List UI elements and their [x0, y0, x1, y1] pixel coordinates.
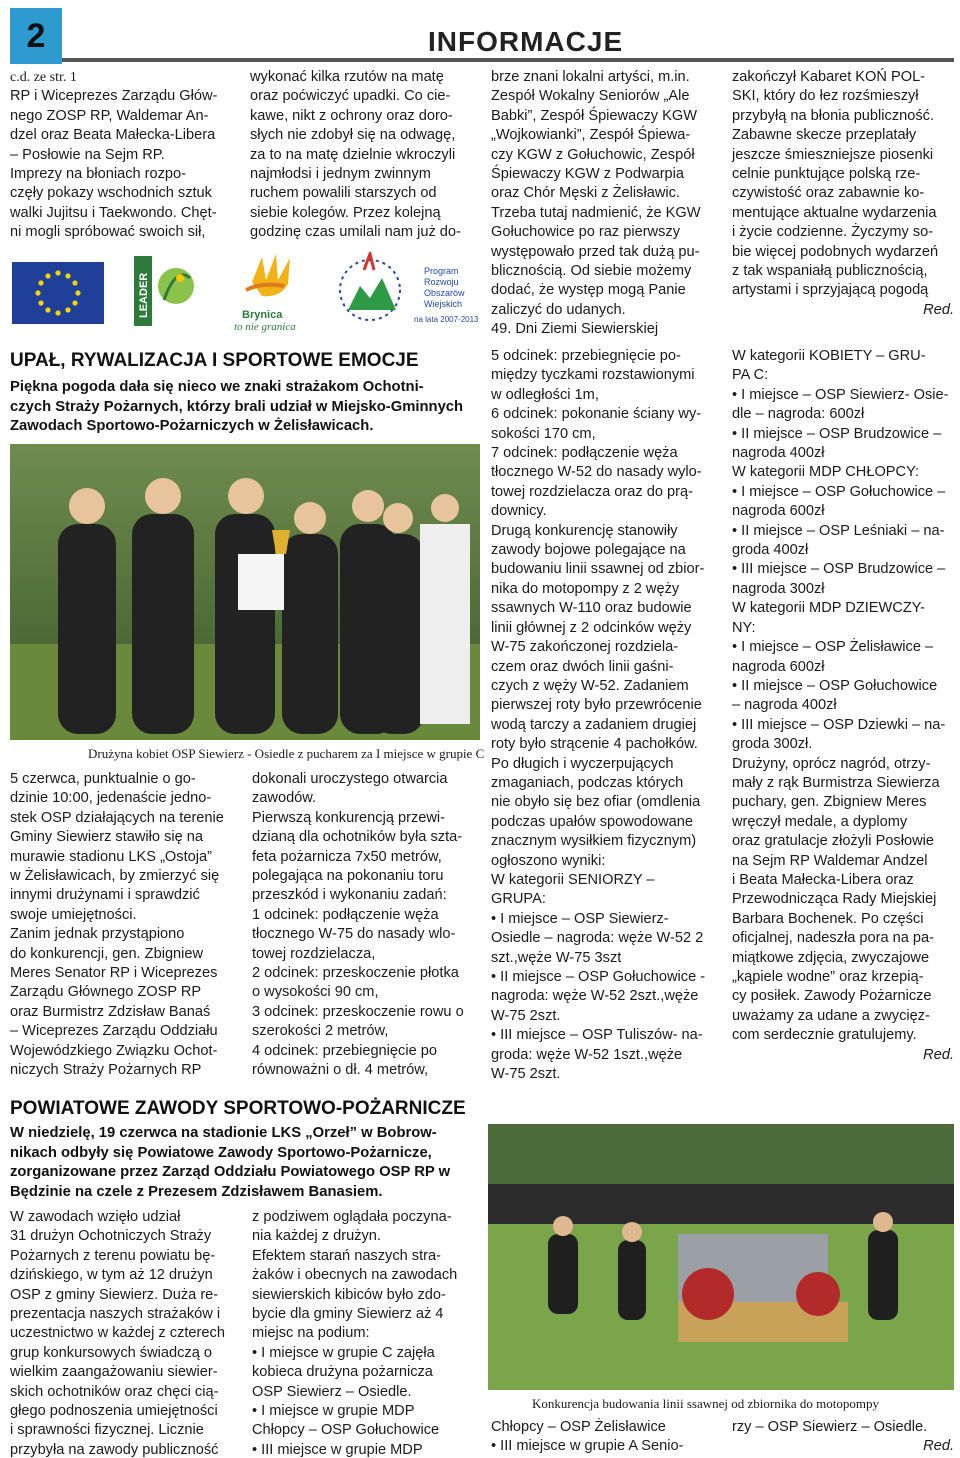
- text-line: OSP z gminy Siewierz. Duża re-: [10, 1286, 219, 1303]
- leader-logo-icon: [134, 256, 198, 326]
- text-line: zawody bojowe polegające na: [491, 542, 686, 559]
- text-line: szerokości 2 metrów,: [252, 1023, 389, 1040]
- text-line: prezentacja naszych strażaków i: [10, 1306, 221, 1323]
- svg-text:Rozwoju: Rozwoju: [424, 277, 459, 287]
- article2-column-2: [252, 1208, 474, 1458]
- text-line: w Żelisławicach, by zmierzyć się: [10, 868, 220, 885]
- text-line: W kategorii SENIORZY –: [491, 871, 655, 888]
- text-line: 7 odcinek: podłączenie węża: [491, 445, 678, 462]
- text-line: artystami i sprzyjającą pogodą: [732, 282, 929, 299]
- text-line: swoje umiejętności.: [10, 906, 137, 923]
- continued-ref: c.d. ze str. 1: [10, 70, 77, 85]
- article1-signature: Red.: [923, 1046, 954, 1063]
- text-line: zakończył Kabaret KOŃ POL-: [732, 69, 926, 85]
- text-line: walki Jujitsu i Taekwondo. Chęt-: [10, 204, 217, 221]
- logo-strip: [12, 252, 482, 334]
- text-line: • II miejsce – OSP Brudzowice –: [732, 425, 942, 442]
- text-line: bycie dla gminy Siewierz aż 4: [252, 1306, 444, 1323]
- text-line: oraz gratulacje złożyli Posłowie: [732, 833, 934, 850]
- article2-headline: POWIATOWE ZAWODY SPORTOWO-POŻARNICZE: [10, 1098, 466, 1119]
- text-line: • II miejsce – OSP Gołuchowice: [732, 677, 938, 694]
- text-line: jeszcze śmieszniejsze piosenki: [732, 146, 934, 163]
- text-line: za to na matę dzielnie wkroczyli: [250, 146, 456, 163]
- text-line: • I miejsce – OSP Żelisławice –: [732, 639, 934, 656]
- text-line: nia każdej z drużyn.: [252, 1228, 381, 1245]
- text-line: • I miejsce – OSP Siewierz-: [491, 910, 669, 927]
- text-line: 5 czerwca, punktualnie o go-: [10, 771, 196, 787]
- text-line: „Wojkowianki”, Zespół Śpiewa-: [491, 127, 691, 144]
- text-line: • II miejsce – OSP Leśniaki – na-: [732, 522, 945, 539]
- article1-column-1: [10, 770, 236, 1081]
- text-line: Drużyny, oprócz nagród, otrzy-: [732, 755, 931, 772]
- text-line: tłocznego W-75 do nasady wlo-: [252, 926, 456, 943]
- text-line: na Sejm RP Waldemar Andzel: [732, 852, 928, 869]
- text-line: Drugą konkurencję stanowiły: [491, 522, 678, 539]
- article1-col4-lines: [732, 347, 954, 1046]
- text-line: wielkim zaangażowaniu siewier-: [10, 1364, 218, 1381]
- text-line: i sprawności fizycznej. Licznie: [10, 1422, 204, 1439]
- motor-pump-photo-icon: [488, 1124, 954, 1390]
- article1-column-3: [491, 347, 713, 1084]
- text-line: celnie punktujące polską rze-: [732, 166, 921, 183]
- text-line: 5 odcinek: przebiegnięcie po-: [491, 348, 681, 364]
- top-column-3: [491, 68, 713, 340]
- eu-flag-icon: [12, 262, 104, 324]
- text-line: oraz Burmistrz Zdzisław Banaś: [10, 1003, 211, 1020]
- text-line: wodą tarczy a zadaniem drugiej: [491, 716, 697, 733]
- text-line: 4 odcinek: przebiegnięcie po: [252, 1042, 437, 1059]
- women-team-photo-icon: [10, 444, 480, 740]
- svg-text:Wiejskich: Wiejskich: [424, 299, 463, 309]
- top-column-4: [732, 68, 954, 320]
- text-line: częły pokazy wschodnich sztuk: [10, 185, 212, 202]
- text-line: 49. Dni Ziemi Siewierskiej: [491, 321, 659, 338]
- text-line: towej rozdzielacza oraz do prą-: [491, 483, 693, 500]
- svg-text:to nie granica: to nie granica: [234, 321, 296, 333]
- text-line: • III miejsce w grupie A Senio-: [491, 1438, 684, 1455]
- text-line: czych Straży Pożarnych, którzy brali udział w Miejsko-Gminnych: [10, 398, 464, 415]
- col3-lines: [491, 68, 713, 340]
- text-line: występowało przed tak dużą pu-: [491, 243, 700, 260]
- text-line: com serdecznie gratulujemy.: [732, 1027, 917, 1044]
- text-line: Piękna pogoda dała się nieco we znaki strażakom Ochotni-: [10, 379, 424, 395]
- text-line: wręczył medale, a dyplomy: [732, 813, 908, 830]
- text-line: • I miejsce w grupie C zajęła: [252, 1344, 435, 1361]
- text-line: „kąpiele wodne” oraz krzepią-: [732, 969, 924, 985]
- text-line: feta pożarnicza 7x50 metrów,: [252, 848, 442, 865]
- text-line: znacznym wysiłkiem fizycznym): [491, 833, 697, 850]
- text-line: nego ZOSP RP, Waldemar An-: [10, 107, 209, 124]
- article1-column-4: [732, 347, 954, 1065]
- text-line: – Wiceprezes Zarządu Oddziału: [10, 1023, 218, 1040]
- text-line: żaków i obecnych na zawodach: [252, 1267, 458, 1284]
- text-line: murawie stadionu LKS „Ostoja”: [10, 848, 212, 865]
- top-column-2: [250, 68, 474, 243]
- text-line: groda 300zł.: [732, 736, 813, 753]
- text-line: • III miejsce – OSP Dziewki – na-: [732, 716, 946, 733]
- text-line: towej rozdzielacza,: [252, 945, 376, 962]
- section-title: INFORMACJE: [428, 26, 624, 57]
- text-line: przybyła na zawody publiczność: [10, 1441, 219, 1458]
- text-line: linii głównej z 2 odcinków węży: [491, 619, 692, 636]
- text-line: • III miejsce – OSP Brudzowice –: [732, 561, 946, 578]
- text-line: nie obyło się bez ofiar (omdlenia: [491, 794, 701, 811]
- text-line: kawe, nikt z ochrony oraz doro-: [250, 107, 453, 124]
- text-line: W niedzielę, 19 czerwca na stadionie LKS „Orzeł” w Bobrow-: [10, 1125, 437, 1141]
- text-line: o wysokości 90 cm,: [252, 984, 379, 1001]
- text-line: czych z węży W-52. Zadaniem: [491, 677, 689, 694]
- text-line: Pierwszą konkurencją przewi-: [252, 809, 446, 826]
- text-line: przeszkód i wykonaniu zadań:: [252, 887, 447, 904]
- text-line: • I miejsce – OSP Siewierz- Osie-: [732, 386, 949, 403]
- text-line: z tak wspaniałą publicznością,: [732, 263, 928, 280]
- text-line: nagroda 600zł: [732, 658, 825, 675]
- top-column-1: [10, 68, 236, 243]
- page-number: 2: [10, 8, 62, 64]
- text-line: czem oraz dwóch linii gaśni-: [491, 658, 674, 675]
- text-line: Gołuchowice po raz pierwszy: [491, 224, 680, 241]
- text-line: uczestnictwo w każdej z czterech: [10, 1325, 225, 1342]
- text-line: Zanim jednak przystąpiono: [10, 926, 185, 943]
- text-line: Po długich i wyczerpujących: [491, 755, 674, 772]
- article2-column-1: [10, 1208, 236, 1458]
- text-line: 6 odcinek: pokonanie ściany wy-: [491, 406, 702, 423]
- text-line: siebie kolegów. Przez kolejną: [250, 204, 441, 221]
- text-line: mały z rąk Burmistrza Siewierza: [732, 774, 940, 791]
- text-line: godzinę czas umilali nam już do-: [250, 224, 461, 241]
- svg-text:Program: Program: [424, 266, 459, 276]
- text-line: z podziwem oglądała poczyna-: [252, 1209, 452, 1225]
- text-line: W-75 2szt.: [491, 1066, 561, 1083]
- article2-column-4: [732, 1418, 954, 1457]
- text-line: czy KGW z Gołuchowic, Zespół: [491, 146, 695, 163]
- text-line: nikach odbyły się Powiatowe Zawody Sportowo-Pożarnicze,: [10, 1144, 432, 1161]
- article2-column-3: [491, 1418, 713, 1457]
- text-line: i Beata Małecka-Libera oraz: [732, 871, 914, 888]
- text-line: Babki”, Zespół Śpiewaczy KGW: [491, 107, 698, 124]
- svg-text:Obszarów: Obszarów: [424, 288, 465, 298]
- text-line: budowaniu linii ssawnej od zbior-: [491, 561, 705, 578]
- text-line: w odległości 1m,: [491, 386, 599, 403]
- text-line: najmłodsi i jednym zwinnym: [250, 166, 431, 183]
- text-line: oraz poćwiczyć upadki. Co cie-: [250, 88, 451, 105]
- text-line: siewierskich kibiców było zdo-: [252, 1286, 446, 1303]
- pump-photo: [488, 1124, 954, 1390]
- text-line: blicznością. Od siebie możemy: [491, 263, 692, 280]
- svg-text:Brynica: Brynica: [242, 309, 283, 321]
- text-line: ruchem powalili starszych od: [250, 185, 437, 202]
- article2-signature: Red.: [923, 1438, 954, 1455]
- text-line: puchary, gen. Zbigniew Meres: [732, 794, 927, 811]
- text-line: W-75 zakończonej rozdziela-: [491, 639, 679, 656]
- text-line: nika do motopompy z 2 węży: [491, 580, 680, 597]
- text-line: • III miejsce w grupie MDP: [252, 1441, 423, 1458]
- text-line: Osiedle – nagroda: węże W-52 2: [491, 930, 704, 947]
- text-line: W-75 2szt.: [491, 1007, 561, 1024]
- text-line: Zawodach Sportowo-Pożarniczych w Żelisławicach.: [10, 418, 374, 434]
- text-line: Zarządu Głównego ZOSP RP: [10, 984, 202, 1001]
- text-line: NY:: [732, 619, 756, 636]
- text-line: Efektem starań naszych stra-: [252, 1247, 441, 1264]
- text-line: nagroda 300zł: [732, 580, 825, 597]
- header-rule: [62, 58, 954, 62]
- text-line: Meres Senator RP i Wiceprezes: [10, 965, 218, 982]
- text-line: nagroda 600zł: [732, 503, 825, 520]
- text-line: nagroda: węże W-52 2szt.,węże: [491, 988, 699, 1005]
- text-line: W kategorii KOBIETY – GRU-: [732, 348, 926, 364]
- text-line: do konkurencji, gen. Zbigniew: [10, 945, 204, 962]
- col2-lines: [250, 68, 474, 243]
- text-line: groda: węże W-52 1szt.,węże: [491, 1046, 683, 1063]
- text-line: zawodów.: [252, 790, 317, 807]
- text-line: miejsc na podium:: [252, 1325, 370, 1342]
- text-line: • I miejsce – OSP Gołuchowice –: [732, 483, 946, 500]
- text-line: równoważni o dł. 4 metrów,: [252, 1062, 429, 1079]
- svg-text:na lata 2007-2013: na lata 2007-2013: [414, 315, 479, 324]
- text-line: Imprezy na błoniach rozpo-: [10, 166, 187, 183]
- article2-lead: [10, 1124, 480, 1202]
- article1-lead: [10, 378, 480, 437]
- text-line: • II miejsce – OSP Gołuchowice -: [491, 969, 706, 985]
- text-line: 31 drużyn Ochotniczych Straży: [10, 1228, 212, 1245]
- text-line: RP i Wiceprezes Zarządu Głów-: [10, 88, 218, 105]
- text-line: groda 400zł: [732, 542, 809, 559]
- text-line: stek OSP działających na terenie: [10, 809, 224, 826]
- team-photo-caption: Drużyna kobiet OSP Siewierz - Osiedle z pucharem za I miejsce w grupie C: [88, 746, 485, 761]
- text-line: rzy – OSP Siewierz – Osiedle.: [732, 1419, 928, 1435]
- article2-col4-lines: [732, 1418, 954, 1437]
- text-line: innymi drużynami i sprawdzić: [10, 887, 200, 904]
- text-line: Śpiewaczy KGW z Podwarpia: [491, 166, 685, 183]
- text-line: Trzeba tutaj nadmienić, że KGW: [491, 204, 701, 221]
- text-line: zaliczyć do udanych.: [491, 301, 626, 318]
- text-line: sokości 170 cm,: [491, 425, 596, 442]
- brynica-logo-icon: [232, 252, 322, 334]
- text-line: Pożarnych z terenu powiatu bę-: [10, 1247, 216, 1264]
- text-line: • III miejsce – OSP Tuliszów- na-: [491, 1027, 703, 1044]
- text-line: • I miejsce w grupie MDP: [252, 1403, 415, 1420]
- text-line: uważamy za udane a zwycięz-: [732, 1007, 930, 1024]
- text-line: zmaganiach, podczas których: [491, 774, 684, 791]
- program-logo-icon: [330, 252, 482, 334]
- text-line: wykonać kilka rzutów na matę: [250, 69, 444, 85]
- text-line: nagroda 400zł: [732, 445, 825, 462]
- text-line: mentujące aktualne wydarzenia: [732, 204, 937, 221]
- svg-text:LEADER: LEADER: [138, 272, 150, 318]
- text-line: – Posłowie na Sejm RP.: [10, 146, 165, 163]
- text-line: polegająca na pokonaniu toru: [252, 868, 444, 885]
- text-line: słych nie zdobył się na odwagę,: [250, 127, 456, 144]
- text-line: dle – nagroda: 600zł: [732, 406, 865, 423]
- text-line: oficjalnej, nadeszła pora na pa-: [732, 930, 935, 947]
- text-line: cy posiłek. Zawody Pożarnicze: [732, 988, 932, 1005]
- page-header: [0, 0, 960, 62]
- col4-lines: [732, 68, 954, 301]
- text-line: Przewodnicząca Rady Miejskiej: [732, 891, 937, 908]
- text-line: oraz Chór Męski z Żelisławic.: [491, 185, 680, 202]
- text-line: grup konkursowych świadczą o: [10, 1344, 212, 1361]
- text-line: głego podnoszenia umiejętności: [10, 1403, 218, 1420]
- article1-column-2: [252, 770, 474, 1081]
- text-line: szt.,węże W-75 3szt: [491, 949, 622, 966]
- text-line: roty było strącenie 4 pachołków.: [491, 736, 698, 753]
- text-line: ssawnych W-110 oraz budowie: [491, 600, 692, 617]
- text-line: kobieca drużyna pożarnicza: [252, 1364, 433, 1381]
- text-line: Wojewódzkiego Związku Ochot-: [10, 1042, 218, 1059]
- text-line: dodać, że występ mogą Panie: [491, 282, 686, 299]
- text-line: W kategorii MDP CHŁOPCY:: [732, 464, 920, 481]
- text-line: ni mogli spróbować swoich sił,: [10, 224, 206, 241]
- text-line: Chłopcy – OSP Żelisławice: [491, 1419, 666, 1435]
- pump-photo-caption: Konkurencja budowania linii ssawnej od zbiornika do motopompy: [532, 1396, 879, 1411]
- article1-headline: UPAŁ, RYWALIZACJA I SPORTOWE EMOCJE: [10, 350, 419, 371]
- text-line: Zabawne skecze przeplatały: [732, 127, 917, 144]
- col1-lines: [10, 87, 236, 242]
- text-line: skich ochotników oraz chęci cią-: [10, 1383, 219, 1400]
- signature: Red.: [923, 301, 954, 318]
- text-line: miątkowe zdjęcia, zwyczajowe: [732, 949, 930, 966]
- text-line: W zawodach wzięło udział: [10, 1209, 181, 1225]
- text-line: pierwszej roty było przewrócenie: [491, 697, 702, 714]
- text-line: podczas upałów spowodowane: [491, 813, 694, 830]
- text-line: – nagroda 400zł: [732, 697, 837, 714]
- text-line: Barbara Bochenek. Po części: [732, 910, 924, 927]
- text-line: GRUPA:: [491, 891, 546, 908]
- text-line: zorganizowane przez Zarząd Oddziału Powiatowego OSP RP w: [10, 1164, 451, 1180]
- text-line: przybyłą na błonia publiczność.: [732, 107, 934, 124]
- text-line: niczych Straży Pożarnych RP: [10, 1062, 202, 1079]
- text-line: dzińskiego, w tym aż 12 drużyn: [10, 1267, 213, 1284]
- text-line: Gminy Siewierz stawiło się na: [10, 829, 204, 846]
- text-line: PA C:: [732, 367, 769, 384]
- text-line: Będzinie na czele z Prezesem Zdzisławem Banasiem.: [10, 1183, 383, 1200]
- text-line: dzianą dla ochotników była szta-: [252, 829, 463, 846]
- text-line: i życie codzienne. Życzymy so-: [732, 224, 934, 241]
- text-line: downicy.: [491, 503, 547, 520]
- team-photo: [10, 444, 480, 740]
- text-line: ogłoszono wyniki:: [491, 852, 606, 869]
- text-line: bie więcej podobnych wydarzeń: [732, 243, 939, 260]
- text-line: 1 odcinek: podłączenie węża: [252, 906, 439, 923]
- text-line: tłocznego W-52 do nasady wylo-: [491, 464, 702, 481]
- text-line: Zespół Wokalny Seniorów „Ale: [491, 88, 690, 105]
- text-line: 3 odcinek: przeskoczenie rowu o: [252, 1003, 464, 1020]
- text-line: dzinie 10:00, jedenaście jedno-: [10, 790, 212, 807]
- text-line: dokonali uroczystego otwarcia: [252, 771, 448, 787]
- text-line: między tyczkami rozstawionymi: [491, 367, 695, 384]
- text-line: czywistość oraz zabawnie ko-: [732, 185, 925, 202]
- text-line: Chłopcy – OSP Gołuchowice: [252, 1422, 440, 1439]
- text-line: dzel oraz Beata Małecka-Libera: [10, 127, 216, 144]
- text-line: OSP Siewierz – Osiedle.: [252, 1383, 412, 1400]
- text-line: W kategorii MDP DZIEWCZY-: [732, 600, 925, 617]
- text-line: SKI, który do łez rozśmieszył: [732, 88, 919, 105]
- text-line: brze znani lokalni artyści, m.in.: [491, 69, 690, 85]
- text-line: 2 odcinek: przeskoczenie płotka: [252, 965, 459, 982]
